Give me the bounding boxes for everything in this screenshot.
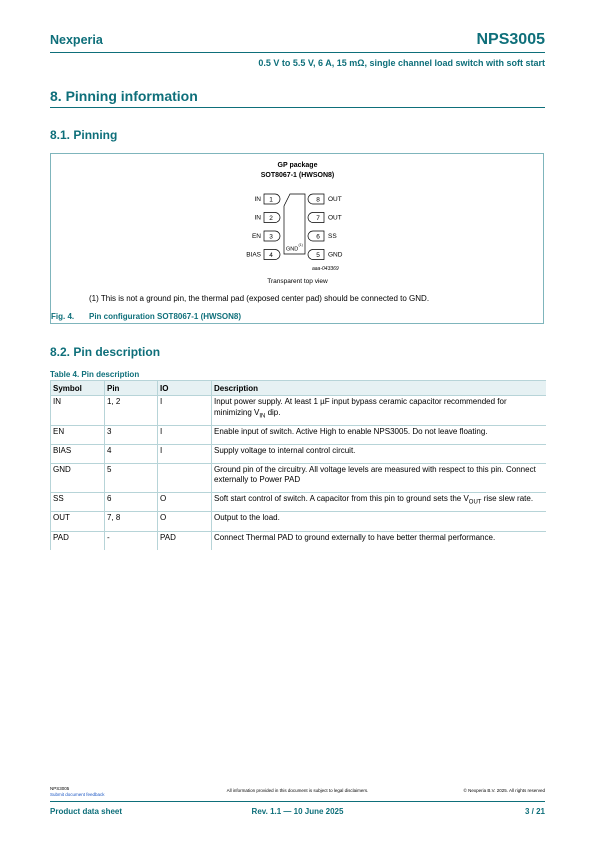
cell-description xyxy=(212,531,547,550)
pin-name-left-3: EN xyxy=(251,233,261,240)
cell-description xyxy=(212,463,547,493)
footer-rule xyxy=(50,801,545,802)
col-header-io: IO xyxy=(158,381,212,396)
figure-footnote: (1) This is not a ground pin, the thermal pad (exposed center pad) should be connected to GND. xyxy=(89,294,430,303)
footer-doc-id: NPS3005 xyxy=(50,786,70,791)
cell-description xyxy=(212,425,547,444)
table-row xyxy=(51,493,547,512)
table-row xyxy=(51,512,547,531)
cell-io xyxy=(158,463,212,493)
cell-symbol: BIAS xyxy=(51,444,105,463)
figure-caption xyxy=(51,312,241,321)
cell-io: I xyxy=(158,444,212,463)
cell-symbol: PAD xyxy=(51,531,105,550)
table-row xyxy=(51,425,547,444)
table-header-row xyxy=(51,381,547,396)
footer-revision: Rev. 1.1 — 10 June 2025 xyxy=(251,807,344,816)
description-text-tail: rise slew rate. xyxy=(481,494,534,504)
table-row xyxy=(51,463,547,493)
figure-code: aaa-043369 xyxy=(312,266,339,272)
footer-page: 3 / 21 xyxy=(524,807,545,816)
cell-symbol: EN xyxy=(51,425,105,444)
description-text: Input power supply. At least 1 µF input bypass ceramic capacitor recommended for minimizing V xyxy=(214,397,507,417)
cell-pin: 1, 2 xyxy=(105,396,158,426)
pin-name-left-2: IN xyxy=(254,214,261,222)
footer-copyright: © Nexperia B.V. 2025. All rights reserved xyxy=(463,788,545,793)
pin-name-right-6: SS xyxy=(328,233,337,240)
pin-name-right-7: OUT xyxy=(328,214,342,222)
feedback-link[interactable]: Submit document feedback xyxy=(50,792,105,797)
header-rule xyxy=(50,52,545,53)
cell-symbol: IN xyxy=(51,396,105,426)
pin-name-left-4: BIAS xyxy=(246,251,261,259)
description-subscript: OUT xyxy=(468,499,482,506)
description-text: Supply voltage to internal control circuit. xyxy=(214,445,356,455)
pin-name-right-5: GND xyxy=(328,251,343,259)
pin-number-6: 6 xyxy=(316,233,320,241)
figure-title: Pin configuration SOT8067-1 (HWSON8) xyxy=(89,312,242,321)
pin-number-5: 5 xyxy=(316,251,320,259)
pin-name-right-8: OUT xyxy=(328,196,342,203)
cell-symbol: SS xyxy=(51,493,105,512)
figure-number: Fig. 4. xyxy=(51,312,75,321)
cell-pin: 4 xyxy=(105,444,158,463)
table-row xyxy=(51,444,547,463)
header-subtitle: 0.5 V to 5.5 V, 6 A, 15 mΩ, single channel load switch with soft start xyxy=(258,58,545,68)
cell-description xyxy=(212,396,547,426)
thermal-pad-note: (1) xyxy=(298,243,303,247)
table-row xyxy=(51,396,547,426)
cell-pin: - xyxy=(105,531,158,550)
description-text: Soft start control of switch. A capacitor from this pin to ground sets the V xyxy=(214,494,469,504)
pin-number-2: 2 xyxy=(269,214,273,222)
description-text: Connect Thermal PAD to ground externally to have better thermal performance. xyxy=(214,532,496,542)
package-line-1: GP package xyxy=(277,162,318,169)
cell-pin: 3 xyxy=(105,425,158,444)
table-caption: Table 4. Pin description xyxy=(50,370,140,379)
section-8-1-title: 8.1. Pinning xyxy=(50,128,118,142)
cell-description xyxy=(212,512,547,531)
col-header-symbol: Symbol xyxy=(51,381,105,396)
cell-io: I xyxy=(158,425,212,444)
section-8-2-title: 8.2. Pin description xyxy=(50,345,161,359)
cell-pin: 5 xyxy=(105,463,158,493)
cell-io: O xyxy=(158,493,212,512)
col-header-pin: Pin xyxy=(105,381,158,396)
view-label: Transparent top view xyxy=(267,278,328,285)
header-company: Nexperia xyxy=(50,33,103,47)
footer-disclaimer: All information provided in this document is subject to legal disclaimers. xyxy=(226,788,369,793)
cell-symbol: OUT xyxy=(51,512,105,531)
pin-configuration-diagram xyxy=(230,186,370,266)
cell-description xyxy=(212,444,547,463)
thermal-pad-label: GND xyxy=(286,246,299,253)
cell-description xyxy=(212,493,547,512)
section-8-rule xyxy=(50,107,545,108)
cell-io: PAD xyxy=(158,531,212,550)
package-line-2: SOT8067-1 (HWSON8) xyxy=(260,172,335,179)
cell-pin: 7, 8 xyxy=(105,512,158,531)
cell-symbol: GND xyxy=(51,463,105,493)
table-body xyxy=(51,396,547,550)
pin-number-4: 4 xyxy=(269,251,273,259)
description-text: Enable input of switch. Active High to enable NPS3005. Do not leave floating. xyxy=(214,426,488,436)
pin-number-8: 8 xyxy=(316,196,320,204)
table-row xyxy=(51,531,547,550)
footer-doc-type: Product data sheet xyxy=(50,807,123,816)
description-text: Ground pin of the circuitry. All voltage levels are measured with respect to this pin. Connect externally to Power PAD xyxy=(214,464,536,485)
description-text: Output to the load. xyxy=(214,513,280,523)
cell-io: I xyxy=(158,396,212,426)
section-8-title: 8. Pinning information xyxy=(50,88,198,104)
pin-description-table xyxy=(50,380,546,550)
pin-number-1: 1 xyxy=(269,196,273,204)
cell-pin: 6 xyxy=(105,493,158,512)
package-title xyxy=(0,161,595,181)
description-text-tail: dip. xyxy=(265,407,281,417)
pin-number-3: 3 xyxy=(269,233,273,241)
header-part-number: NPS3005 xyxy=(476,31,545,48)
pin-name-left-1: IN xyxy=(254,196,261,203)
cell-io: O xyxy=(158,512,212,531)
col-header-description: Description xyxy=(212,381,547,396)
description-subscript: IN xyxy=(259,413,266,420)
pin-number-7: 7 xyxy=(316,214,320,222)
